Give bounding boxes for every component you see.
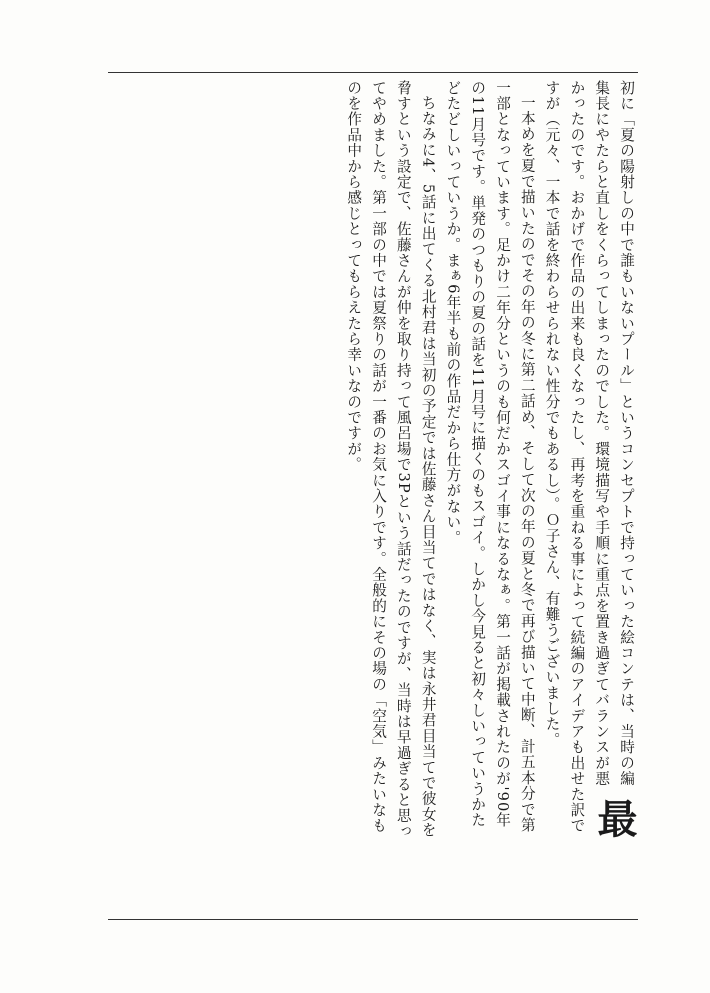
article-body: [118, 80, 638, 840]
bottom-rule: [108, 919, 638, 920]
paragraph-2: 一本めを夏で描いたのでその年の冬に第二話め、そして次の年の夏と冬で再び描いて中断、計五本分で第一部となっています。足かけ二年分というのも何だかスゴイ事になるなぁ。第一話が掲載されたのが'90年の11月号です。単発のつもりの夏の話を11月号に描くのもスゴイ。しかし今見ると初々しいっていうかたどたどしいっていうか。まぁ6年半も前の作品だから仕方がない。: [444, 80, 536, 833]
paragraph-1: [539, 80, 638, 840]
dropcap: 最: [591, 798, 637, 840]
paragraph-1-text: 初に「夏の陽射しの中で誰もいないプール」というコンセプトで持っていった絵コンテは、当時の編集長にやたらと直しをくらってしまったのでした。環境描写や手順に重点を置き過ぎてバランスが悪かったのです。おかげで作品の出来も良くなったし、再考を重ねる事によって続編のアイデアも出せた訳ですが（元々、一本で話を終わらせられない性分でもあるし）。Ｏ子さん、有難うございました。: [543, 80, 635, 834]
paragraph-3: ちなみに4、5話に出てくる北村君は当初の予定では佐藤さん目当てではなく、実は永井君目当てで彼女を脅すという設定で、佐藤さんが仲を取り持って風呂場で3Pという話だったのですが、当時は早過ぎると思ってやめました。第一部の中では夏祭りの話が一番のお気に入りです。全般的にその場の「空気」みたいなものを作品中から感じとってもらえたら幸いなのですが。: [345, 80, 437, 840]
top-rule: [108, 72, 638, 73]
